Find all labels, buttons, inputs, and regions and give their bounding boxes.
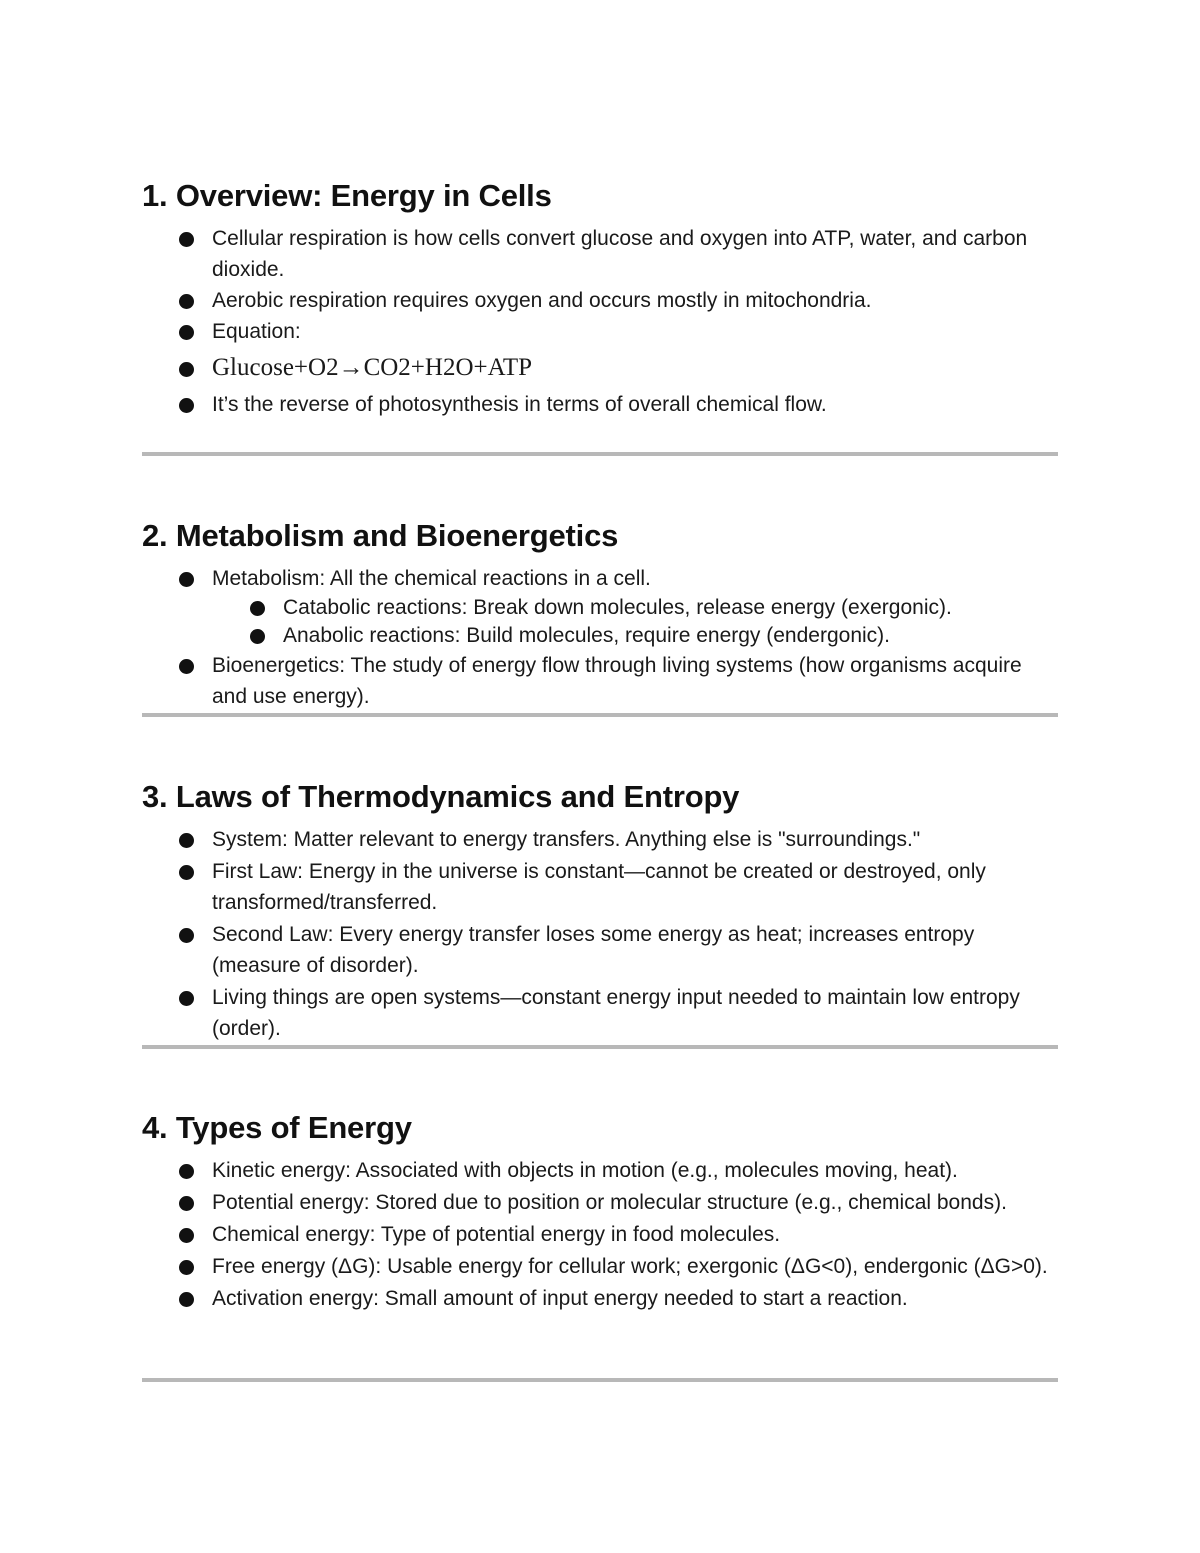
- bullet-icon: [179, 928, 194, 943]
- bullet-icon: [179, 572, 194, 587]
- list-item: [142, 919, 1058, 981]
- list-item: [142, 1283, 1058, 1314]
- bullet-icon: [179, 659, 194, 674]
- section-divider: [142, 1378, 1058, 1382]
- bullet-icon: [179, 1164, 194, 1179]
- list-item-text: Bioenergetics: The study of energy flow through living systems (how organisms acquire and use energy).: [212, 654, 1022, 708]
- list-item: [142, 285, 1058, 316]
- section-title: 2. Metabolism and Bioenergetics: [142, 518, 619, 553]
- bullet-icon: [179, 865, 194, 880]
- section-overview: [142, 177, 1058, 420]
- bullet-list: [142, 223, 1058, 420]
- list-item: [142, 563, 1058, 594]
- bullet-icon: [179, 1196, 194, 1211]
- bullet-icon: [250, 601, 265, 616]
- section-divider: [142, 713, 1058, 717]
- list-item-text: First Law: Energy in the universe is constant—cannot be created or destroyed, only transformed/transferred.: [212, 860, 986, 914]
- sub-list-item: [142, 594, 1058, 622]
- list-item: [142, 389, 1058, 420]
- section-thermodynamics: [142, 778, 1058, 1044]
- list-item-text: Potential energy: Stored due to position or molecular structure (e.g., chemical bonds).: [212, 1191, 1007, 1214]
- list-item-text: Anabolic reactions: Build molecules, require energy (endergonic).: [283, 624, 890, 647]
- bullet-icon: [179, 1260, 194, 1275]
- sub-list-item: [142, 622, 1058, 650]
- list-item-text: It’s the reverse of photosynthesis in terms of overall chemical flow.: [212, 393, 827, 416]
- list-item-text: Metabolism: All the chemical reactions in a cell.: [212, 567, 651, 590]
- list-item: [142, 982, 1058, 1044]
- section-title: 3. Laws of Thermodynamics and Entropy: [142, 779, 740, 814]
- bullet-icon: [179, 398, 194, 413]
- list-item: [142, 1187, 1058, 1218]
- list-item: [142, 1219, 1058, 1250]
- bullet-icon: [179, 362, 194, 377]
- bullet-icon: [179, 991, 194, 1006]
- list-item-text: System: Matter relevant to energy transfers. Anything else is "surroundings.": [212, 828, 921, 851]
- list-item-text: Aerobic respiration requires oxygen and occurs mostly in mitochondria.: [212, 289, 872, 312]
- bullet-list: [142, 563, 1058, 712]
- list-item-text: Kinetic energy: Associated with objects in motion (e.g., molecules moving, heat).: [212, 1159, 958, 1182]
- bullet-icon: [179, 232, 194, 247]
- list-item-text: Second Law: Every energy transfer loses some energy as heat; increases entropy (measure of disorder).: [212, 923, 975, 977]
- list-item-text: Cellular respiration is how cells convert glucose and oxygen into ATP, water, and carbon dioxide.: [212, 227, 1028, 281]
- list-item-text: Activation energy: Small amount of input energy needed to start a reaction.: [212, 1287, 908, 1310]
- list-item-text: Living things are open systems—constant energy input needed to maintain low entropy (order).: [212, 986, 1020, 1040]
- list-item: [142, 1155, 1058, 1186]
- section-types-of-energy: [142, 1109, 1058, 1314]
- list-item: [142, 824, 1058, 855]
- section-metabolism: [142, 517, 1058, 712]
- section-divider: [142, 1045, 1058, 1049]
- bullet-icon: [179, 325, 194, 340]
- bullet-icon: [250, 629, 265, 644]
- list-item: [142, 223, 1058, 285]
- list-item: [142, 856, 1058, 918]
- section-title: 4. Types of Energy: [142, 1110, 412, 1145]
- list-item-text: Chemical energy: Type of potential energy in food molecules.: [212, 1223, 781, 1246]
- section-title: 1. Overview: Energy in Cells: [142, 178, 552, 213]
- equation-item: [142, 347, 1058, 389]
- bullet-icon: [179, 1292, 194, 1307]
- bullet-list: [142, 824, 1058, 1044]
- list-item-text: Equation:: [212, 320, 301, 343]
- list-item-text: Catabolic reactions: Break down molecules, release energy (exergonic).: [283, 596, 952, 619]
- equation-text: Glucose+O2→CO2+H2O+ATP: [212, 354, 533, 381]
- bullet-icon: [179, 294, 194, 309]
- list-item-text: Free energy (ΔG): Usable energy for cellular work; exergonic (ΔG<0), endergonic (ΔG>0).: [212, 1255, 1048, 1278]
- list-item: [142, 1251, 1058, 1282]
- bullet-list: [142, 1155, 1058, 1314]
- list-item: [142, 650, 1058, 712]
- bullet-icon: [179, 833, 194, 848]
- section-divider: [142, 452, 1058, 456]
- bullet-icon: [179, 1228, 194, 1243]
- list-item: [142, 316, 1058, 347]
